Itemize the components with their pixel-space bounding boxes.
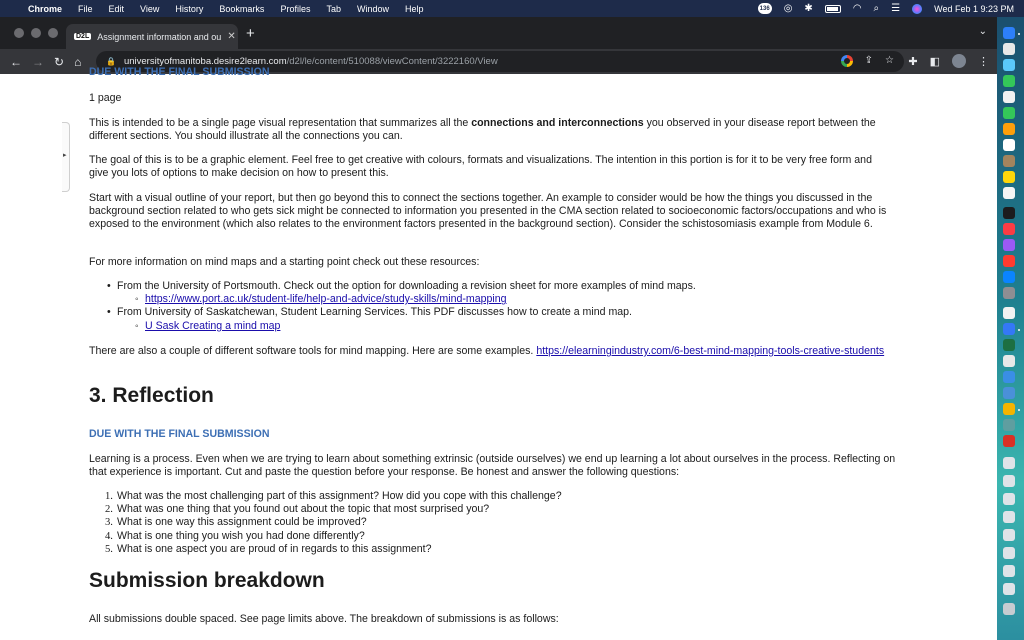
- collapse-sidebar-handle[interactable]: [62, 122, 70, 192]
- page-limit: 1 page: [89, 92, 122, 104]
- d2l-favicon: D2L: [76, 33, 90, 40]
- acrobat-icon[interactable]: [1003, 435, 1015, 447]
- chrome-menu-icon[interactable]: ⋮: [978, 55, 989, 68]
- list-item: 4. What is one thing you wish you had done differently?: [105, 529, 365, 542]
- usask-mind-map-link[interactable]: U Sask Creating a mind map: [145, 319, 281, 332]
- new-tab-button[interactable]: +: [246, 25, 255, 42]
- downloads-stack-icon[interactable]: [1003, 583, 1015, 595]
- menu-chrome[interactable]: Chrome: [28, 3, 63, 14]
- document-stack-icon[interactable]: [1003, 457, 1015, 469]
- battery-icon[interactable]: [825, 5, 841, 13]
- mail-icon[interactable]: [1003, 59, 1015, 71]
- reflection-questions: [89, 490, 889, 556]
- tv-icon[interactable]: [1003, 207, 1015, 219]
- side-panel-icon[interactable]: ◧: [929, 55, 940, 68]
- heading-submission-breakdown: Submission breakdown: [89, 569, 325, 592]
- due-heading-partial: DUE WITH THE FINAL SUBMISSION: [89, 66, 270, 78]
- due-heading-reflection: DUE WITH THE FINAL SUBMISSION: [89, 428, 270, 440]
- document-stack-icon[interactable]: [1003, 493, 1015, 505]
- maps-icon[interactable]: [1003, 75, 1015, 87]
- calendar-icon[interactable]: [1003, 139, 1015, 151]
- resources-list: [89, 280, 889, 333]
- document-stack-icon[interactable]: [1003, 565, 1015, 577]
- screen-record-icon[interactable]: ◎: [783, 3, 793, 14]
- close-window-button[interactable]: [14, 28, 24, 38]
- forward-button[interactable]: →: [32, 54, 44, 69]
- minimize-window-button[interactable]: [31, 28, 41, 38]
- contacts-icon[interactable]: [1003, 155, 1015, 167]
- list-item: 5. What is one aspect you are proud of in regards to this assignment?: [105, 542, 432, 555]
- page-content[interactable]: [0, 66, 997, 640]
- spotlight-search-icon[interactable]: ⌕: [873, 3, 880, 14]
- menu-history[interactable]: History: [175, 3, 204, 14]
- tab-search-chevron-icon[interactable]: ⌄: [978, 26, 987, 37]
- heading-reflection: 3. Reflection: [89, 384, 214, 407]
- tab-strip: [0, 17, 997, 49]
- excel-icon[interactable]: [1003, 339, 1015, 351]
- list-item: 2. What was one thing that you found out about the topic that most surprised you?: [105, 503, 490, 516]
- podcasts-icon[interactable]: [1003, 239, 1015, 251]
- menu-file[interactable]: File: [78, 3, 93, 14]
- safari-icon[interactable]: [1003, 419, 1015, 431]
- vpn-app-icon[interactable]: [1003, 387, 1015, 399]
- list-item: 1. What was the most challenging part of this assignment? How did you cope with this challenge?: [105, 490, 562, 502]
- menu-profiles[interactable]: Profiles: [280, 3, 311, 14]
- paragraph-resources-intro: For more information on mind maps and a starting point check out these resources:: [89, 256, 480, 268]
- menu-window[interactable]: Window: [356, 3, 389, 14]
- zoom-window-button[interactable]: [48, 28, 58, 38]
- siri-icon[interactable]: [912, 4, 922, 14]
- active-tab[interactable]: [66, 24, 238, 49]
- paragraph-goal: The goal of this is to be a graphic element. Feel free to get creative with colours, formats and visualizations. The intention in this portion is for it to be very free form and give you lots of options to make decision on how to present this.: [89, 154, 872, 180]
- google-lens-icon[interactable]: [841, 55, 853, 67]
- macos-dock: [997, 17, 1024, 640]
- music-icon[interactable]: [1003, 223, 1015, 235]
- paragraph-intent: This is intended to be a single page visual representation that summarizes all the connections and interconnections you observed in your disease report between the different sections. You should illustrate all the connections you can.: [89, 117, 876, 143]
- system-settings-icon[interactable]: [1003, 287, 1015, 299]
- bluetooth-icon[interactable]: ✱: [804, 3, 813, 14]
- document-stack-icon[interactable]: [1003, 529, 1015, 541]
- menubar-clock[interactable]: Wed Feb 1 9:23 PM: [934, 3, 1014, 14]
- menu-tab[interactable]: Tab: [326, 3, 341, 14]
- macos-menu-bar: [0, 0, 1024, 17]
- portsmouth-link[interactable]: https://www.port.ac.uk/student-life/help-and-advice/study-skills/mind-mapping: [145, 293, 507, 306]
- back-button[interactable]: ←: [10, 54, 22, 69]
- list-item: [89, 320, 889, 333]
- messages-icon[interactable]: [1003, 107, 1015, 119]
- preview-icon[interactable]: [1003, 307, 1015, 319]
- list-item: 3. What is one way this assignment could be improved?: [105, 516, 367, 529]
- tab-title: Assignment information and ou: [97, 31, 222, 42]
- reload-button[interactable]: ↻: [54, 54, 65, 69]
- textedit-icon[interactable]: [1003, 355, 1015, 367]
- running-indicator: [1018, 409, 1020, 411]
- app-store-icon[interactable]: [1003, 271, 1015, 283]
- zoom-app-icon[interactable]: [1003, 371, 1015, 383]
- window-controls: [14, 28, 58, 38]
- trash-icon[interactable]: [1003, 603, 1015, 615]
- document-stack-icon[interactable]: [1003, 511, 1015, 523]
- paragraph-breakdown: All submissions double spaced. See page limits above. The breakdown of submissions is as follows:: [89, 613, 559, 625]
- reminders-icon[interactable]: [1003, 171, 1015, 183]
- control-center-icon[interactable]: ☰: [891, 3, 901, 14]
- running-indicator: [1018, 33, 1020, 35]
- elearning-industry-link[interactable]: https://elearningindustry.com/6-best-mind-mapping-tools-creative-students: [536, 345, 885, 357]
- home-button[interactable]: ⌂: [74, 54, 82, 69]
- paragraph-reflection-intro: Learning is a process. Even when we are trying to learn about something extrinsic (outside ourselves) we end up learning a lot about ourselves in the process. Reflecting on that experience is important. Cut and paste the question before your response. Be honest and answer the following questions:: [89, 453, 896, 479]
- notes-icon[interactable]: [1003, 123, 1015, 135]
- url-host: universityofmanitoba.desire2learn.com: [123, 56, 287, 67]
- wifi-icon[interactable]: ◠: [852, 3, 862, 14]
- list-item: • From the University of Portsmouth. Check out the option for downloading a revision sheet for more examples of mind maps. ◦ https://www.port.ac.uk/student-life/help-and-advice/study-skills/mind-mapping: [89, 280, 889, 306]
- finder-icon[interactable]: [1003, 27, 1015, 39]
- notification-count-badge[interactable]: 136: [758, 3, 772, 14]
- chrome-window: [0, 17, 997, 640]
- photos-icon[interactable]: [1003, 91, 1015, 103]
- menu-edit[interactable]: Edit: [108, 3, 125, 14]
- chevron-right-icon: ▸: [63, 152, 67, 159]
- paragraph-outline: Start with a visual outline of your report, but then go beyond this to connect the sections together. An example to consider would be how the things you discussed in the background section related to who gets sick might be connected to information you presented in the CMA section related to socioeconomic factors/occupations and who is exposed to the environment (which also relates to the environment factors presented in the background section). Consider the schistosomiasis example from Module 6.: [89, 192, 887, 231]
- bookmark-star-icon[interactable]: ☆: [885, 55, 894, 66]
- launchpad-icon[interactable]: [1003, 43, 1015, 55]
- menu-bookmarks[interactable]: Bookmarks: [219, 3, 265, 14]
- freeform-icon[interactable]: [1003, 187, 1015, 199]
- document-stack-icon[interactable]: [1003, 547, 1015, 559]
- news-icon[interactable]: [1003, 255, 1015, 267]
- menu-help[interactable]: Help: [404, 3, 424, 14]
- url-path: /d2l/le/content/510088/viewContent/3222160/View: [286, 56, 498, 67]
- document-stack-icon[interactable]: [1003, 475, 1015, 487]
- list-item: [89, 293, 889, 306]
- lock-icon[interactable]: 🔒: [106, 57, 116, 66]
- extensions-puzzle-icon[interactable]: ✚: [908, 55, 918, 68]
- running-indicator: [1018, 329, 1020, 331]
- share-icon[interactable]: ⇪: [864, 55, 874, 66]
- close-tab-icon[interactable]: ✕: [227, 31, 236, 42]
- word-icon[interactable]: [1003, 323, 1015, 335]
- paragraph-software-tools: There are also a couple of different software tools for mind mapping. Here are some examples. https://elearningindustry.com/6-best-mind-mapping-tools-creative-students: [89, 345, 885, 357]
- profile-avatar[interactable]: [952, 54, 966, 68]
- menu-view[interactable]: View: [140, 3, 160, 14]
- list-item: • From University of Saskatchewan, Student Learning Services. This PDF discusses how to create a mind map. ◦ U Sask Creating a mind map: [89, 306, 889, 332]
- chrome-icon[interactable]: [1003, 403, 1015, 415]
